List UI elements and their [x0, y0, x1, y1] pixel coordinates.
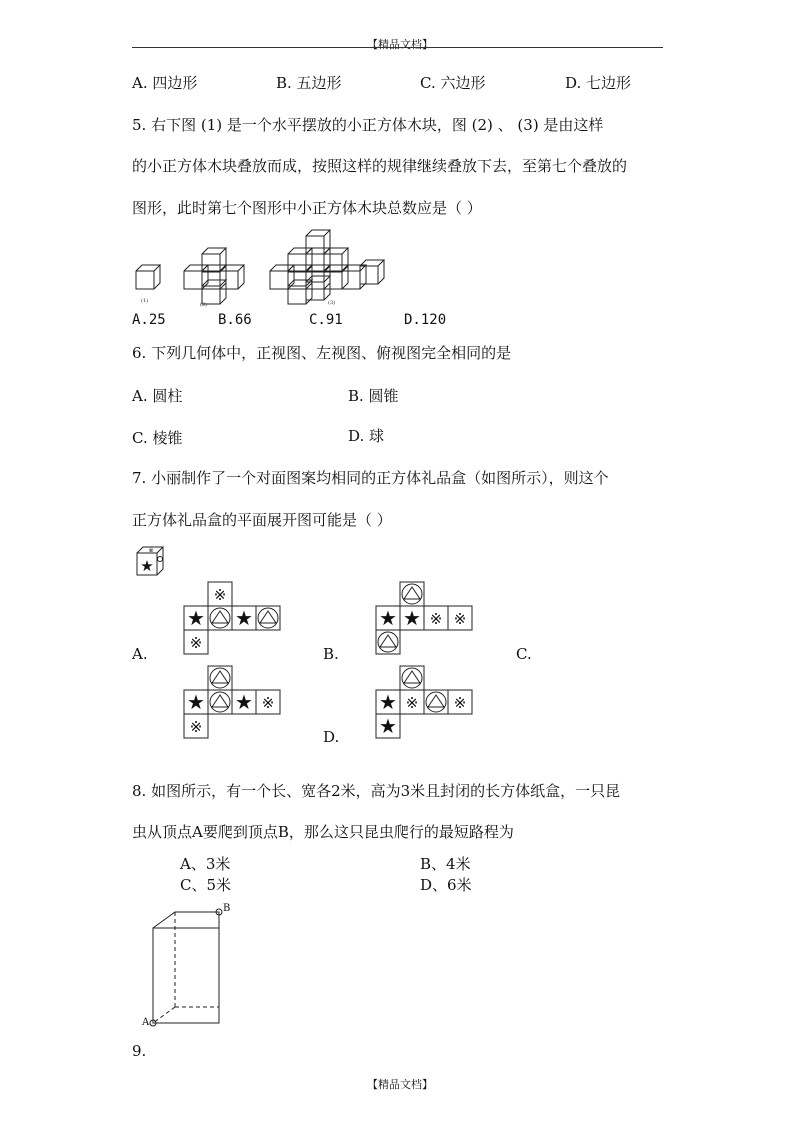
q6-option-d: D. 球	[348, 427, 385, 445]
cube	[360, 260, 384, 284]
cube	[136, 265, 160, 289]
star-icon: ★	[235, 606, 253, 630]
q8-option-c: C、5米	[180, 876, 232, 894]
q5-option-b: B.66	[218, 312, 252, 328]
q7-option-c-label: C.	[516, 645, 532, 663]
star-icon: ★	[187, 606, 205, 630]
cross-icon: ※	[148, 547, 154, 554]
vertex-b-label: B	[223, 903, 231, 914]
q7-line-2: 正方体礼品盒的平面展开图可能是（ ）	[132, 511, 392, 529]
vertex-a-label: A	[142, 1017, 150, 1028]
cube	[202, 280, 226, 304]
q6-option-a: A. 圆柱	[132, 387, 183, 405]
q8-box-figure	[140, 900, 240, 1028]
header-rule	[132, 47, 663, 48]
q8-line-2: 虫从顶点A要爬到顶点B，那么这只昆虫爬行的最短路程为	[132, 823, 514, 841]
q4-option-a: A. 四边形	[132, 74, 198, 92]
star-icon: ★	[140, 557, 154, 575]
q5-figure-label-1: (1)	[141, 298, 149, 304]
net-cell	[400, 666, 424, 690]
net-cell	[208, 690, 232, 714]
net-cell	[208, 606, 232, 630]
star-icon: ★	[379, 714, 397, 738]
q5-figure-label-2: (2)	[200, 302, 208, 308]
star-icon: ★	[235, 690, 253, 714]
q7-option-a-label: A.	[132, 645, 148, 663]
q5-cube-stacks-figure	[132, 226, 392, 311]
star-icon: ★	[379, 690, 397, 714]
net-cell	[400, 582, 424, 606]
q4-option-d: D. 七边形	[565, 74, 632, 92]
q5-option-d: D.120	[404, 312, 447, 328]
q8-option-d: D、6米	[420, 876, 472, 894]
q4-option-b: B. 五边形	[276, 74, 342, 92]
q6-option-b: B. 圆锥	[348, 387, 399, 405]
cross-icon: ※	[453, 610, 467, 628]
net-cell	[208, 666, 232, 690]
q5-figure-label-3: (3)	[328, 300, 336, 306]
q6-option-c: C. 棱锥	[132, 429, 183, 447]
q7-option-b-label: B.	[323, 645, 339, 663]
cross-icon: ※	[189, 634, 203, 652]
cross-icon: ※	[405, 694, 419, 712]
q8-option-b: B、4米	[420, 855, 471, 873]
q7-line-1: 7. 小丽制作了一个对面图案均相同的正方体礼品盒（如图所示），则这个	[132, 469, 609, 487]
cross-icon: ※	[261, 694, 275, 712]
q4-option-c: C. 六边形	[420, 74, 486, 92]
q5-line-1: 5. 右下图 (1) 是一个水平摆放的小正方体木块，图 (2) 、 (3) 是由这样	[132, 116, 604, 134]
net-cell	[256, 606, 280, 630]
q5-line-2: 的小正方体木块叠放而成，按照这样的规律继续叠放下去，至第七个叠放的	[132, 157, 628, 175]
q7-gift-box-figure	[135, 545, 165, 577]
star-icon: ★	[187, 690, 205, 714]
q9-number: 9.	[132, 1042, 147, 1060]
net-cell	[376, 630, 400, 654]
star-icon: ★	[403, 606, 421, 630]
q6-question: 6. 下列几何体中，正视图、左视图、俯视图完全相同的是	[132, 344, 512, 362]
star-icon: ★	[379, 606, 397, 630]
cross-icon: ※	[189, 718, 203, 736]
q7-nets-figure	[180, 582, 480, 747]
cross-icon: ※	[429, 610, 443, 628]
q7-option-d-label: D.	[323, 728, 340, 746]
cross-icon: ※	[453, 694, 467, 712]
page-header: 【精品文档】	[367, 38, 433, 51]
cross-icon: ※	[213, 586, 227, 604]
q8-option-a: A、3米	[180, 855, 231, 873]
page-footer: 【精品文档】	[367, 1078, 433, 1091]
q5-option-c: C.91	[309, 312, 343, 328]
q8-line-1: 8. 如图所示，有一个长、宽各2米，高为3米且封闭的长方体纸盒，一只昆	[132, 782, 621, 800]
q5-line-3: 图形，此时第七个图形中小正方体木块总数应是（ ）	[132, 199, 482, 217]
net-cell	[424, 690, 448, 714]
q5-option-a: A.25	[132, 312, 166, 328]
